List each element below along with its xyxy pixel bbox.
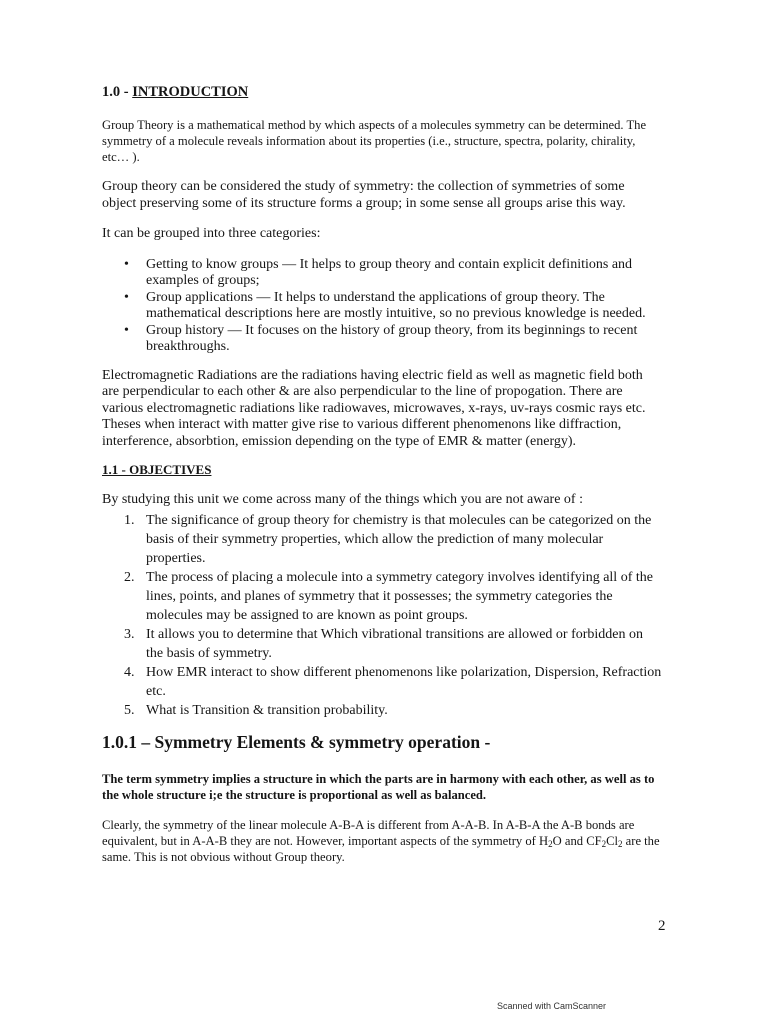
list-item-text: Group history — It focuses on the history of group theory, from its beginnings to recent breakthroughs. <box>146 322 638 354</box>
list-item-text: Getting to know groups — It helps to group theory and contain explicit definitions and examples of groups; <box>146 256 633 288</box>
symmetry-heading: 1.0.1 – Symmetry Elements & symmetry operation - <box>102 731 491 752</box>
intro-paragraph-1: Group Theory is a mathematical method by which aspects of a molecules symmetry can be determined. The symmetry of a molecule reveals information about its properties (i.e., structure, spectra, polarity, chirality, etc… ). <box>102 118 647 164</box>
page-number: 2 <box>658 918 666 934</box>
intro-paragraph-3: It can be grouped into three categories: <box>102 226 321 241</box>
objectives-intro: By studying this unit we come across many of the things which you are not aware of : <box>102 492 583 507</box>
introduction-heading-number: 1.0 - <box>102 84 133 100</box>
subscript: 2 <box>548 838 553 849</box>
bullet-icon: • <box>124 256 129 272</box>
list-item-number: 1. <box>124 512 135 528</box>
text-run: Clearly, the symmetry of the linear molecule A-B-A is different from A-A-B. In A-B-A the A-B bonds are equivalent, but in A-A-B they are not. However, important aspects of the symmetry of H <box>102 817 635 848</box>
text-run: are the same. This is not obvious without Group theory. <box>102 833 660 864</box>
list-item-text: Group applications — It helps to understand the applications of group theory. The mathematical descriptions here are mostly intuitive, so no previous knowledge is needed. <box>146 289 646 321</box>
categories-list <box>102 257 662 356</box>
list-item-text: How EMR interact to show different phenomenons like polarization, Dispersion, Refraction etc. <box>146 664 662 699</box>
list-item-text: What is Transition & transition probability. <box>146 702 388 718</box>
subscript: 2 <box>618 838 623 849</box>
list-item <box>124 257 662 290</box>
text-run: Cl <box>606 833 619 848</box>
list-item <box>124 663 662 701</box>
list-item-number: 5. <box>124 702 135 718</box>
objectives-list <box>102 511 662 720</box>
document-page <box>102 84 662 865</box>
list-item <box>124 323 662 356</box>
list-item-text: The significance of group theory for chemistry is that molecules can be categorized on the basis of their symmetry properties, which allow the prediction of many molecular properties. <box>146 512 652 566</box>
list-item <box>124 511 662 568</box>
bullet-icon: • <box>124 322 129 338</box>
list-item-number: 3. <box>124 626 135 642</box>
text-run: O and CF <box>552 833 602 848</box>
list-item-number: 2. <box>124 569 135 585</box>
list-item <box>124 290 662 323</box>
symmetry-definition: The term symmetry implies a structure in which the parts are in harmony with each other, as well as to the whole structure i;e the structure is proportional as well as balanced. <box>102 771 655 802</box>
list-item-number: 4. <box>124 664 135 680</box>
objectives-heading: 1.1 - OBJECTIVES <box>102 462 212 477</box>
list-item <box>124 568 662 625</box>
introduction-heading <box>102 84 662 101</box>
list-item-text: It allows you to determine that Which vibrational transitions are allowed or forbidden on the basis of symmetry. <box>146 626 643 661</box>
introduction-heading-title: INTRODUCTION <box>132 84 249 100</box>
bullet-icon: • <box>124 289 129 305</box>
intro-paragraph-2: Group theory can be considered the study of symmetry: the collection of symmetries of some object preserving some of its structure forms a group; in some sense all groups arise this way. <box>102 179 626 211</box>
list-item <box>124 701 662 720</box>
list-item-text: The process of placing a molecule into a symmetry category involves identifying all of the lines, points, and planes of symmetry that it possesses; the symmetry categories the molecules may be assigned to are known as point groups. <box>146 569 653 623</box>
symmetry-paragraph <box>102 817 662 865</box>
subscript: 2 <box>601 838 607 849</box>
scanner-footer: Scanned with CamScanner <box>497 1001 607 1011</box>
emr-paragraph: Electromagnetic Radiations are the radiations having electric field as well as magnetic field both are perpendicular to each other & are also perpendicular to the line of propogation. There are various electromagnetic radiations like radiowaves, microwaves, x-rays, uv-rays cosmic rays etc. Theses when interact with matter give rise to various different phenomenons like diffraction, interference, absorbtion, emission depending on the type of EMR & matter (energy). <box>102 367 646 449</box>
list-item <box>124 625 662 663</box>
